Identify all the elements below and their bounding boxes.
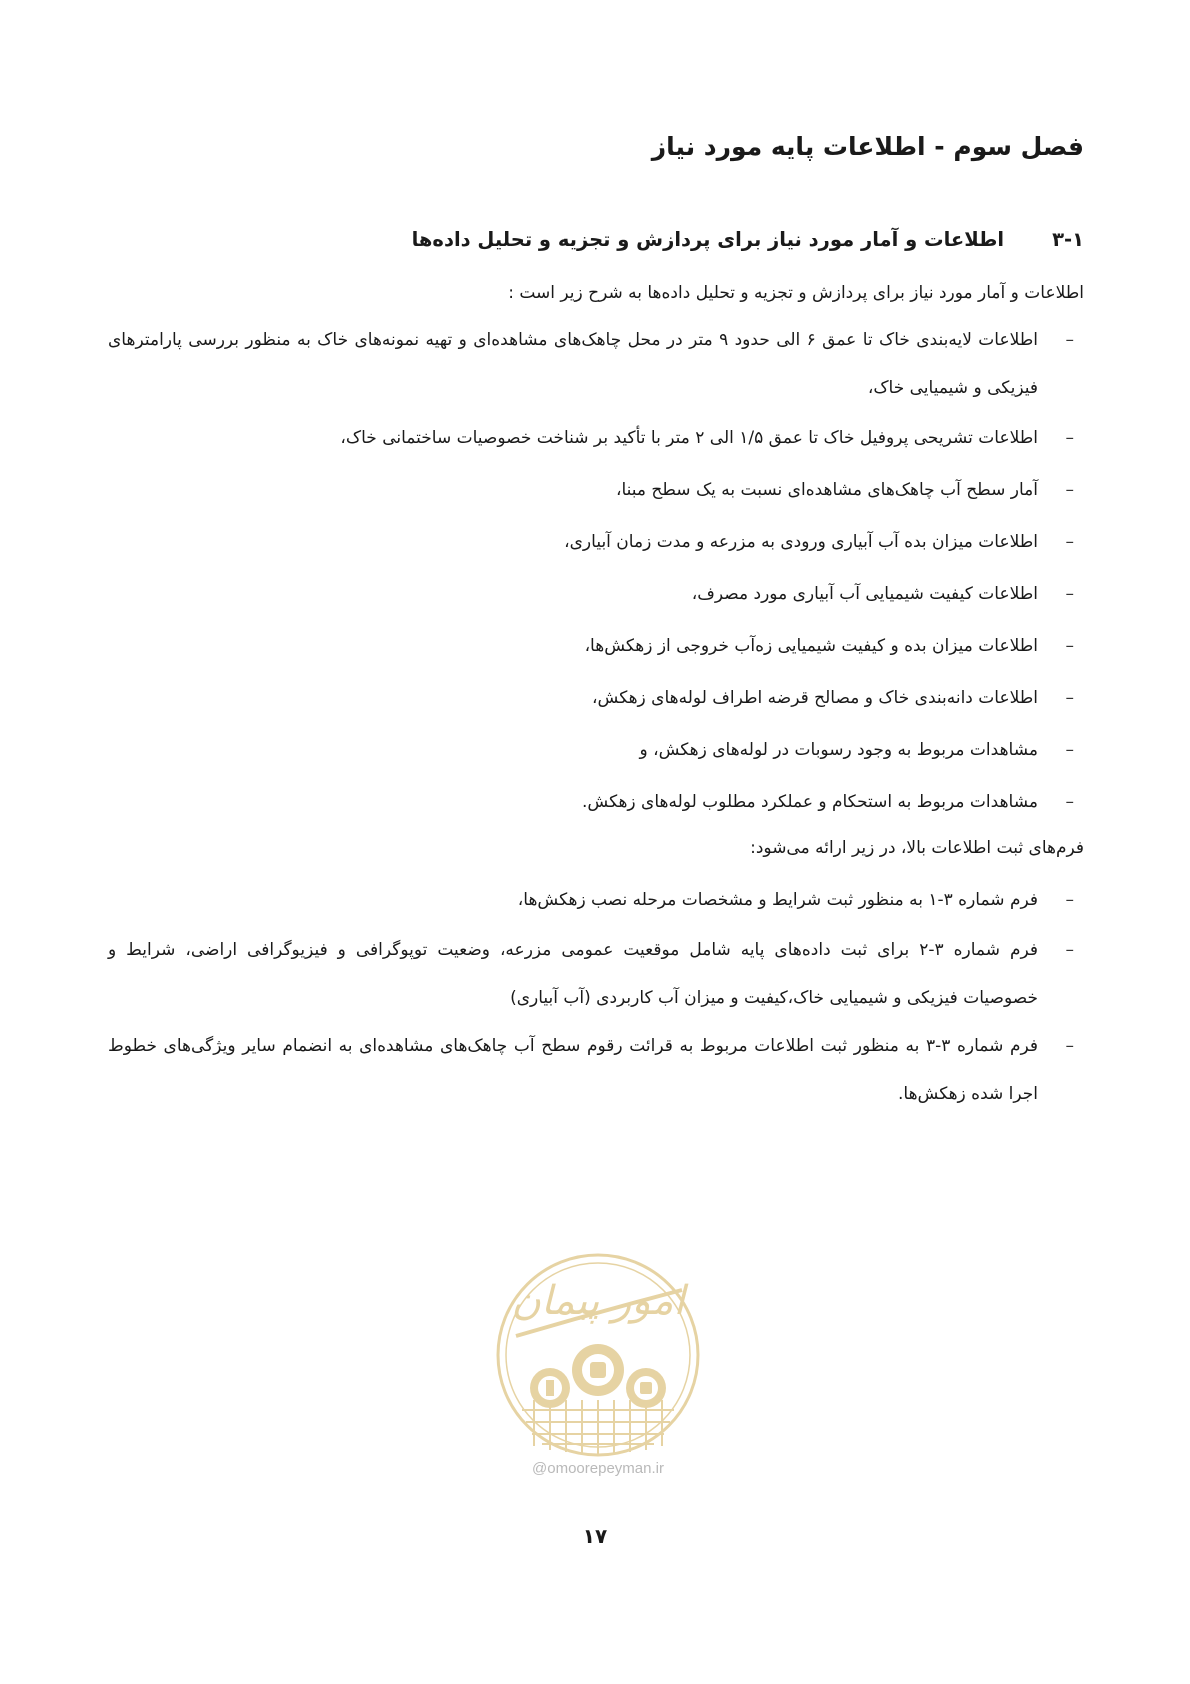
list-item: – فرم شماره ۳-۳ به منظور ثبت اطلاعات مربوط به قرائت رقوم سطح آب چاهک‌های مشاهده‌ای به انضمام سایر ویژگی‌های خطوط اجرا شده زهکش‌ها.	[108, 1022, 1084, 1118]
chapter-title: فصل سوم - اطلاعات پایه مورد نیاز	[651, 132, 1084, 161]
dash-bullet-icon: –	[1065, 480, 1074, 500]
dash-bullet-icon: –	[1065, 792, 1074, 812]
dash-bullet-icon: –	[1065, 584, 1074, 604]
dash-bullet-icon: –	[1065, 636, 1074, 656]
section-number: ۳-۱	[1052, 228, 1084, 251]
list-item: – اطلاعات لایه‌بندی خاک تا عمق ۶ الی حدود ۹ متر در محل چاهک‌های مشاهده‌ای و تهیه نمونه‌های خاک به منظور بررسی پارامترهای فیزیکی و شیمیایی خاک،	[108, 316, 1084, 412]
list-item: – اطلاعات دانه‌بندی خاک و مصالح قرضه اطراف لوله‌های زهکش،	[108, 672, 1084, 724]
data-requirements-list	[108, 316, 1084, 828]
section-body	[108, 278, 1084, 1118]
logo-caption: @omoorepeyman.ir	[532, 1460, 664, 1477]
list-item: – مشاهدات مربوط به وجود رسوبات در لوله‌های زهکش، و	[108, 724, 1084, 776]
list-item: – مشاهدات مربوط به استحکام و عملکرد مطلوب لوله‌های زهکش.	[108, 776, 1084, 828]
dash-bullet-icon: –	[1065, 428, 1074, 448]
list-item: – اطلاعات میزان بده آب آبیاری ورودی به مزرعه و مدت زمان آبیاری،	[108, 516, 1084, 568]
list-item: – اطلاعات کیفیت شیمیایی آب آبیاری مورد مصرف،	[108, 568, 1084, 620]
list-item: – اطلاعات میزان بده و کیفیت شیمیایی زه‌آب خروجی از زهکش‌ها،	[108, 620, 1084, 672]
dash-bullet-icon: –	[1065, 1036, 1074, 1056]
forms-intro-paragraph: فرم‌های ثبت اطلاعات بالا، در زیر ارائه می‌شود:	[750, 838, 1084, 858]
page-number: ۱۷	[582, 1524, 608, 1548]
dash-bullet-icon: –	[1065, 688, 1074, 708]
dash-bullet-icon: –	[1065, 940, 1074, 960]
logo-text: امور پیمان	[511, 1278, 685, 1324]
list-item: – فرم شماره ۳-۲ برای ثبت داده‌های پایه شامل موقعیت عمومی مزرعه، وضعیت توپوگرافی و فیزیوگرافی اراضی، شرایط و خصوصیات فیزیکی و شیمیایی خاک،کیفیت و میزان آب کاربردی (آب آبیاری)	[108, 926, 1084, 1022]
section-title: اطلاعات و آمار مورد نیاز برای پردازش و تجزیه و تحلیل داده‌ها	[411, 228, 1005, 251]
list-item: – اطلاعات تشریحی پروفیل خاک تا عمق ۱/۵ الی ۲ متر با تأکید بر شناخت خصوصیات ساختمانی خاک،	[108, 412, 1084, 464]
dash-bullet-icon: –	[1065, 890, 1074, 910]
list-item: – فرم شماره ۳-۱ به منظور ثبت شرایط و مشخصات مرحله نصب زهکش‌ها،	[108, 874, 1084, 926]
intro-paragraph: اطلاعات و آمار مورد نیاز برای پردازش و تجزیه و تحلیل داده‌ها به شرح زیر است :	[508, 283, 1084, 303]
section-heading	[104, 228, 1084, 251]
dash-bullet-icon: –	[1065, 740, 1074, 760]
watermark-logo-icon	[486, 1250, 710, 1460]
dash-bullet-icon: –	[1065, 330, 1074, 350]
forms-list	[108, 874, 1084, 1118]
dash-bullet-icon: –	[1065, 532, 1074, 552]
list-item: – آمار سطح آب چاهک‌های مشاهده‌ای نسبت به یک سطح مبنا،	[108, 464, 1084, 516]
